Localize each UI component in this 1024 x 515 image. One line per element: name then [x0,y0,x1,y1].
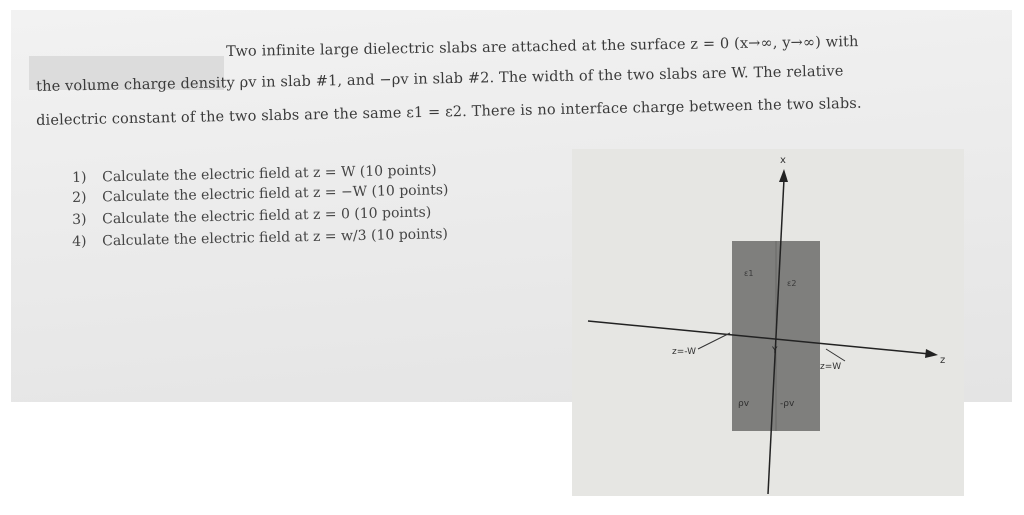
problem-line-2: the volume charge density ρv in slab #1, and −ρv in slab #2. The width of the two slabs are W. The relative [36,63,844,95]
right-boundary-label: z=W [820,362,842,372]
left-boundary-pointer [698,333,730,349]
right-boundary-pointer [826,349,845,361]
rho-left-label: ρv [738,399,750,409]
problem-line-3: dielectric constant of the two slabs are the same ε1 = ε2. There is no interface charge between the two slabs. [36,95,862,129]
y-label: Y [772,346,778,356]
question-number: 3) [72,211,87,228]
question-text: Calculate the electric field at z = W (10 points) [101,162,437,186]
x-axis-label: x [780,155,786,166]
question-text: Calculate the electric field at z = 0 (10 points) [101,204,432,228]
epsilon-left-label: ε1 [744,269,754,278]
z-axis-label: z [940,355,946,366]
question-text: Calculate the electric field at z = −W (10 points) [101,182,449,206]
z-axis-arrowhead [925,349,938,358]
left-boundary-label: z=-W [672,347,697,357]
slab-diagram [572,149,964,496]
question-number: 4) [72,233,87,250]
epsilon-right-label: ε2 [787,279,797,288]
question-text: Calculate the electric field at z = w/3 (10 points) [101,226,449,250]
rho-right-label: -ρv [780,399,795,409]
question-number: 2) [72,189,87,206]
diagram-svg [572,149,964,496]
question-number: 1) [72,169,87,186]
problem-line-1: Two infinite large dielectric slabs are attached at the surface z = 0 (x→∞, y→∞) with [226,34,859,60]
x-axis-arrowhead [779,169,788,182]
